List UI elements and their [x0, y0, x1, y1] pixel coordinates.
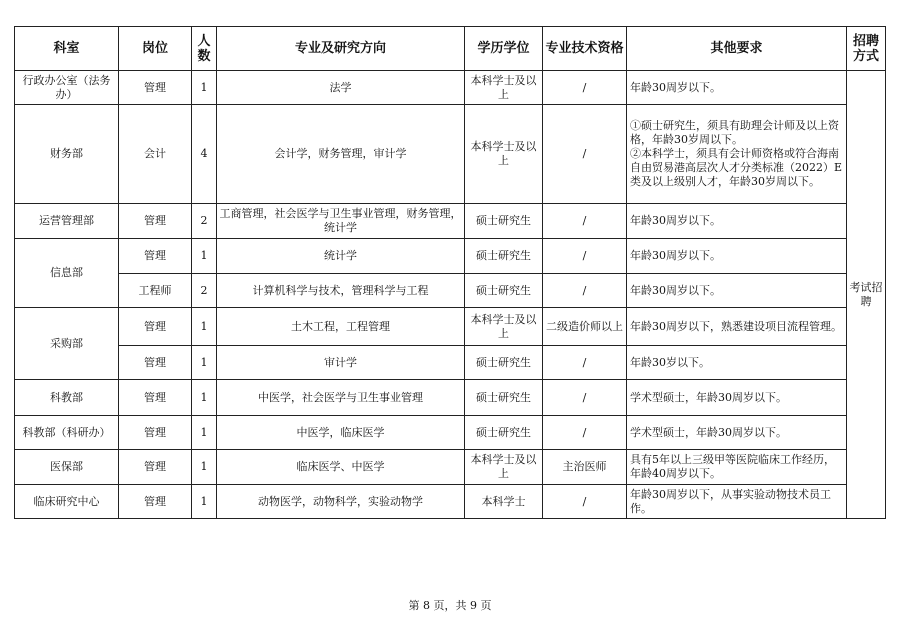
cell-count: 1 [192, 346, 217, 380]
header-degree: 学历学位 [465, 27, 543, 71]
cell-other: 具有5年以上三级甲等医院临床工作经历，年龄40周岁以下。 [627, 450, 847, 485]
cell-qualification: / [543, 346, 627, 380]
cell-qualification: / [543, 204, 627, 239]
cell-other [627, 105, 847, 204]
table-row [15, 239, 886, 274]
table-row [15, 416, 886, 450]
cell-other: 年龄30周岁以下。 [627, 274, 847, 308]
cell-major: 土木工程，工程管理 [217, 308, 465, 346]
cell-position: 管理 [119, 346, 192, 380]
cell-count: 2 [192, 204, 217, 239]
cell-major: 工商管理，社会医学与卫生事业管理，财务管理，统计学 [217, 204, 465, 239]
cell-qualification: / [543, 239, 627, 274]
cell-dept: 科教部（科研办） [15, 416, 119, 450]
cell-count: 1 [192, 308, 217, 346]
cell-degree: 硕士研究生 [465, 416, 543, 450]
cell-other: 学术型硕士，年龄30周岁以下。 [627, 416, 847, 450]
page-footer: 第 8 页，共 9 页 [408, 599, 492, 612]
cell-degree: 硕士研究生 [465, 274, 543, 308]
cell-major: 审计学 [217, 346, 465, 380]
header-row [15, 27, 886, 71]
cell-dept: 科教部 [15, 380, 119, 416]
cell-major: 中医学，社会医学与卫生事业管理 [217, 380, 465, 416]
cell-dept: 医保部 [15, 450, 119, 485]
cell-major: 计算机科学与技术，管理科学与工程 [217, 274, 465, 308]
cell-degree: 硕士研究生 [465, 380, 543, 416]
requirement-line: ①硕士研究生，须具有助理会计师及以上资格，年龄30岁周以下。 [630, 119, 839, 146]
cell-count: 1 [192, 450, 217, 485]
cell-qualification: / [543, 485, 627, 519]
table-row [15, 450, 886, 485]
cell-method: 考试招聘 [847, 71, 886, 519]
cell-degree: 硕士研究生 [465, 346, 543, 380]
cell-position: 管理 [119, 380, 192, 416]
cell-dept: 采购部 [15, 308, 119, 380]
cell-major: 临床医学、中医学 [217, 450, 465, 485]
cell-dept: 运营管理部 [15, 204, 119, 239]
header-position: 岗位 [119, 27, 192, 71]
header-dept: 科室 [15, 27, 119, 71]
table-row [15, 105, 886, 204]
cell-position: 管理 [119, 485, 192, 519]
cell-position: 管理 [119, 239, 192, 274]
cell-other: 年龄30周岁以下。 [627, 71, 847, 105]
cell-qualification: / [543, 380, 627, 416]
table-row [15, 308, 886, 346]
cell-major: 中医学，临床医学 [217, 416, 465, 450]
cell-position: 工程师 [119, 274, 192, 308]
cell-other: 年龄30周岁以下。 [627, 204, 847, 239]
cell-qualification: 二级造价师以上 [543, 308, 627, 346]
cell-count: 2 [192, 274, 217, 308]
header-qualification: 专业技术资格 [543, 27, 627, 71]
header-count: 人数 [192, 27, 217, 71]
cell-major: 会计学，财务管理，审计学 [217, 105, 465, 204]
cell-major: 动物医学，动物科学，实验动物学 [217, 485, 465, 519]
cell-qualification: 主治医师 [543, 450, 627, 485]
cell-count: 1 [192, 239, 217, 274]
cell-degree: 硕士研究生 [465, 204, 543, 239]
cell-dept: 行政办公室（法务办） [15, 71, 119, 105]
cell-qualification: / [543, 274, 627, 308]
cell-position: 管理 [119, 416, 192, 450]
cell-other: 年龄30岁以下。 [627, 346, 847, 380]
requirement-line: ②本科学士，须具有会计师资格或符合海南自由贸易港高层次人才分类标准（2022）E类及以上级别人才，年龄30岁周以下。 [630, 147, 843, 188]
cell-other: 学术型硕士，年龄30周岁以下。 [627, 380, 847, 416]
cell-degree: 本科学士及以上 [465, 450, 543, 485]
table-row [15, 346, 886, 380]
cell-other: 年龄30周岁以下。 [627, 239, 847, 274]
cell-position: 管理 [119, 204, 192, 239]
header-method: 招聘方式 [847, 27, 886, 71]
header-major: 专业及研究方向 [217, 27, 465, 71]
cell-other: 年龄30周岁以下，熟悉建设项目流程管理。 [627, 308, 847, 346]
recruitment-table [14, 26, 886, 519]
cell-position: 会计 [119, 105, 192, 204]
header-other: 其他要求 [627, 27, 847, 71]
cell-degree: 本科学士及以上 [465, 308, 543, 346]
cell-dept: 临床研究中心 [15, 485, 119, 519]
cell-major: 统计学 [217, 239, 465, 274]
table-row [15, 274, 886, 308]
table-row [15, 380, 886, 416]
table-row [15, 485, 886, 519]
cell-major: 法学 [217, 71, 465, 105]
cell-count: 1 [192, 380, 217, 416]
cell-qualification: / [543, 105, 627, 204]
cell-position: 管理 [119, 450, 192, 485]
cell-other: 年龄30周岁以下，从事实验动物技术员工作。 [627, 485, 847, 519]
cell-dept: 信息部 [15, 239, 119, 308]
cell-degree: 本科学士及以上 [465, 71, 543, 105]
cell-position: 管理 [119, 308, 192, 346]
cell-degree: 本科学士及以上 [465, 105, 543, 204]
cell-qualification: / [543, 416, 627, 450]
cell-count: 4 [192, 105, 217, 204]
cell-count: 1 [192, 416, 217, 450]
cell-count: 1 [192, 485, 217, 519]
cell-degree: 本科学士 [465, 485, 543, 519]
cell-position: 管理 [119, 71, 192, 105]
cell-degree: 硕士研究生 [465, 239, 543, 274]
cell-dept: 财务部 [15, 105, 119, 204]
cell-qualification: / [543, 71, 627, 105]
table-row [15, 71, 886, 105]
cell-count: 1 [192, 71, 217, 105]
table-row [15, 204, 886, 239]
